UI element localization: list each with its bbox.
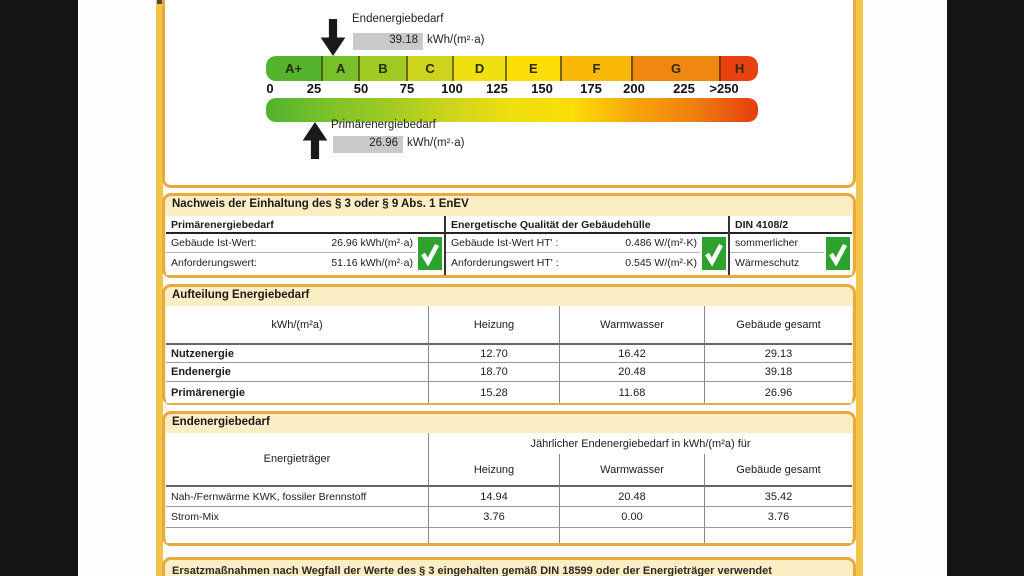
endenergie-value: 39.18	[353, 33, 423, 50]
scale-ticks	[266, 81, 758, 98]
cell-value: 39.18	[704, 362, 852, 381]
endenergie-label: Endenergiebedarf	[352, 13, 444, 25]
row-label: sommerlicher	[735, 237, 799, 249]
row-label: Anforderungswert:	[171, 256, 257, 269]
pass-check-icon	[416, 234, 444, 272]
band-a: A	[321, 56, 358, 81]
tick-125: 125	[486, 81, 508, 96]
tick-175: 175	[580, 81, 602, 96]
cell-value: 15.28	[428, 381, 559, 403]
tick-250plus: >250	[709, 81, 739, 96]
endenergie-unit: kWh/(m²·a)	[427, 34, 485, 46]
table-row	[446, 253, 700, 272]
table-row	[166, 234, 416, 253]
cell-value	[428, 527, 559, 543]
band-g: G	[631, 56, 719, 81]
row-label: Strom-Mix	[166, 506, 428, 527]
group-title: Primärenergiebedarf	[166, 216, 444, 234]
band-d: D	[452, 56, 504, 81]
nachweis-gebaeudehuelle-group	[446, 216, 728, 275]
table-row	[730, 234, 824, 253]
row-value: 51.16 kWh/(m²·a)	[331, 256, 413, 269]
row-label: Gebäude Ist-Wert HT' :	[451, 237, 559, 249]
unit-header: kWh/(m²a)	[271, 318, 323, 331]
nachweis-din-group	[730, 216, 852, 275]
endenergie-title: Endenergiebedarf	[172, 416, 270, 428]
cell-value: 29.13	[704, 343, 852, 362]
band-a-plus: A+	[266, 56, 321, 81]
cell-value: 35.42	[704, 485, 852, 506]
page-border-right	[856, 0, 863, 576]
tick-75: 75	[399, 81, 415, 96]
column-header: Warmwasser	[559, 306, 704, 343]
column-header: Gebäude gesamt	[704, 454, 852, 485]
band-c: C	[406, 56, 453, 81]
letterbox-right	[947, 0, 1024, 576]
primaerenergie-unit: kWh/(m²·a)	[407, 137, 465, 149]
primaerenergie-arrow-up-icon	[302, 122, 328, 159]
tick-200: 200	[623, 81, 645, 96]
tick-150: 150	[531, 81, 553, 96]
span-header: Jährlicher Endenergiebedarf in kWh/(m²a) für	[428, 433, 852, 454]
tick-225: 225	[673, 81, 695, 96]
letterbox-left	[0, 0, 78, 576]
row-label: Primärenergie	[166, 381, 428, 403]
row-label: Anforderungswert HT' :	[451, 256, 559, 269]
cell-value: 20.48	[559, 362, 704, 381]
cell-value: 3.76	[428, 506, 559, 527]
row-label	[166, 527, 428, 543]
column-header: Heizung	[428, 454, 559, 485]
cell-value: 11.68	[559, 381, 704, 403]
pass-check-icon	[700, 234, 728, 272]
tick-25: 25	[306, 81, 322, 96]
cell-value	[704, 527, 852, 543]
primaerenergie-value: 26.96	[333, 136, 403, 153]
primaerenergie-label: Primärenergiebedarf	[331, 119, 436, 131]
cell-value: 16.42	[559, 343, 704, 362]
column-header: Gebäude gesamt	[704, 306, 852, 343]
endenergie-arrow-down-icon	[320, 19, 346, 56]
row-value: 0.486 W/(m²·K)	[625, 237, 697, 249]
cell-value: 0.00	[559, 506, 704, 527]
row-value: 0.545 W/(m²·K)	[625, 256, 697, 269]
endenergie-table	[166, 433, 852, 543]
row-label: Nah-/Fernwärme KWK, fossiler Brennstoff	[166, 485, 428, 506]
cell-value	[559, 527, 704, 543]
aufteilung-table	[166, 306, 852, 403]
cell-value: 14.94	[428, 485, 559, 506]
group-title: Energetische Qualität der Gebäudehülle	[446, 216, 728, 234]
cell-value: 18.70	[428, 362, 559, 381]
tick-50: 50	[353, 81, 369, 96]
cell-value: 26.96	[704, 381, 852, 403]
aufteilung-title: Aufteilung Energiebedarf	[172, 289, 310, 301]
row-label: Wärmeschutz	[735, 256, 800, 269]
table-row	[446, 234, 700, 253]
table-row	[166, 253, 416, 272]
band-b: B	[358, 56, 406, 81]
pass-check-icon	[824, 234, 852, 272]
column-header: Heizung	[428, 306, 559, 343]
tick-0: 0	[266, 81, 274, 96]
efficiency-class-band	[266, 56, 758, 81]
cell-value: 3.76	[704, 506, 852, 527]
nachweis-title: Nachweis der Einhaltung des § 3 oder § 9 Abs. 1 EnEV	[172, 198, 469, 210]
row-label: Endenergie	[166, 362, 428, 381]
cell-value: 12.70	[428, 343, 559, 362]
band-e: E	[505, 56, 560, 81]
tick-100: 100	[441, 81, 463, 96]
band-f: F	[560, 56, 631, 81]
nachweis-primaerenergie-group	[166, 216, 444, 275]
nachweis-table	[166, 216, 852, 275]
energietraeger-header: Energieträger	[263, 453, 331, 465]
row-label: Nutzenergie	[166, 343, 428, 362]
row-label: Gebäude Ist-Wert:	[171, 237, 257, 249]
column-header: Warmwasser	[559, 454, 704, 485]
footer-text: Ersatzmaßnahmen nach Wegfall der Werte des § 3 eingehalten gemäß DIN 18599 oder der Energieträger verwendet	[172, 565, 772, 576]
group-title: DIN 4108/2	[730, 216, 852, 234]
cell-value: 20.48	[559, 485, 704, 506]
row-value: 26.96 kWh/(m²·a)	[331, 237, 413, 249]
table-row	[730, 253, 824, 272]
band-h: H	[719, 56, 758, 81]
